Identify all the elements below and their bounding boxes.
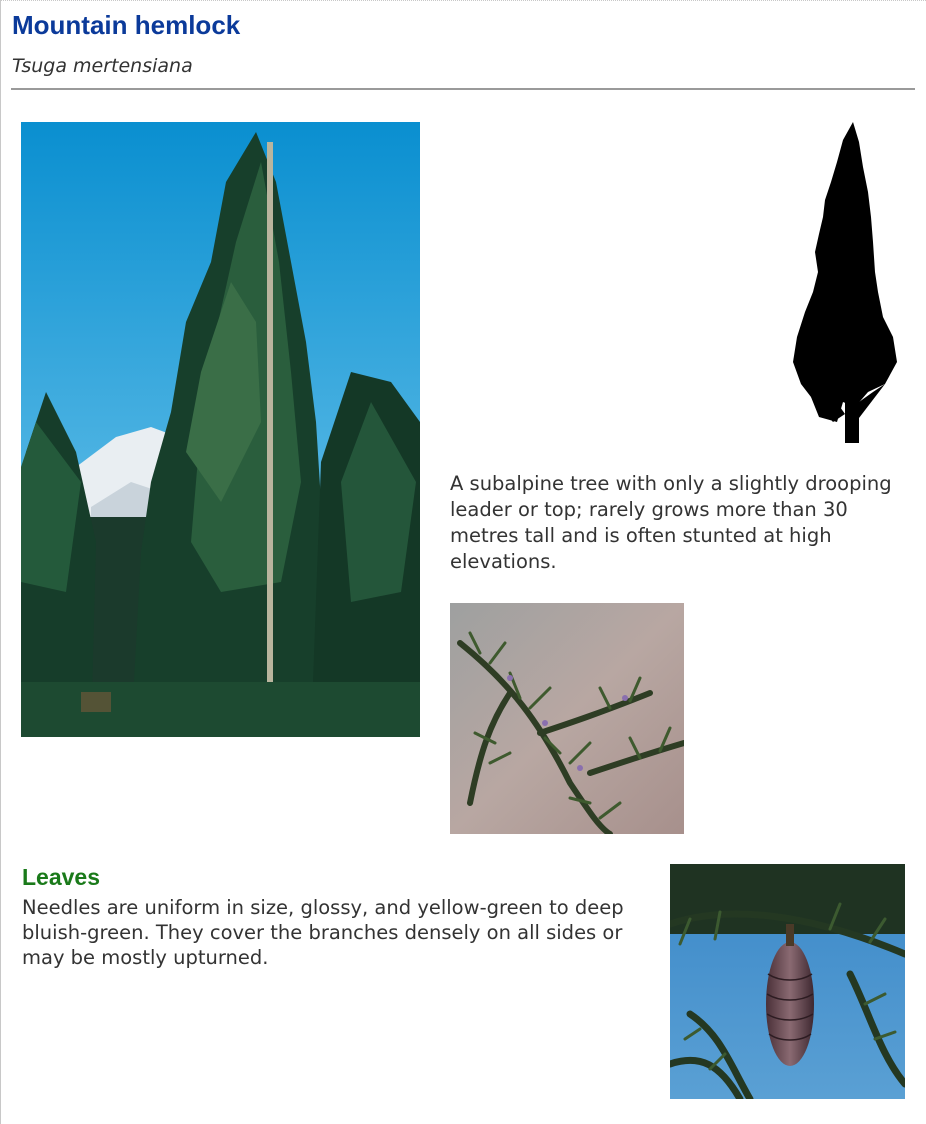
tree-silhouette [793, 122, 901, 443]
scientific-name: Tsuga mertensiana [12, 55, 193, 77]
cone-photo [670, 864, 905, 1099]
leaves-description: Needles are uniform in size, glossy, and yellow-green to deep bluish-green. They cover the branches densely on all sides or may be mostly upturned. [22, 896, 624, 969]
species-description: A subalpine tree with only a slightly drooping leader or top; rarely grows more than 30 metres tall and is often stunted at high elevations. [450, 472, 892, 573]
branch-photo [450, 603, 684, 834]
frame-top-border [0, 0, 926, 1]
tree-photo [21, 122, 420, 737]
page-title: Mountain hemlock [12, 10, 241, 40]
frame-left-border [0, 0, 1, 1124]
header-divider [11, 88, 915, 90]
leaves-heading: Leaves [22, 864, 101, 890]
